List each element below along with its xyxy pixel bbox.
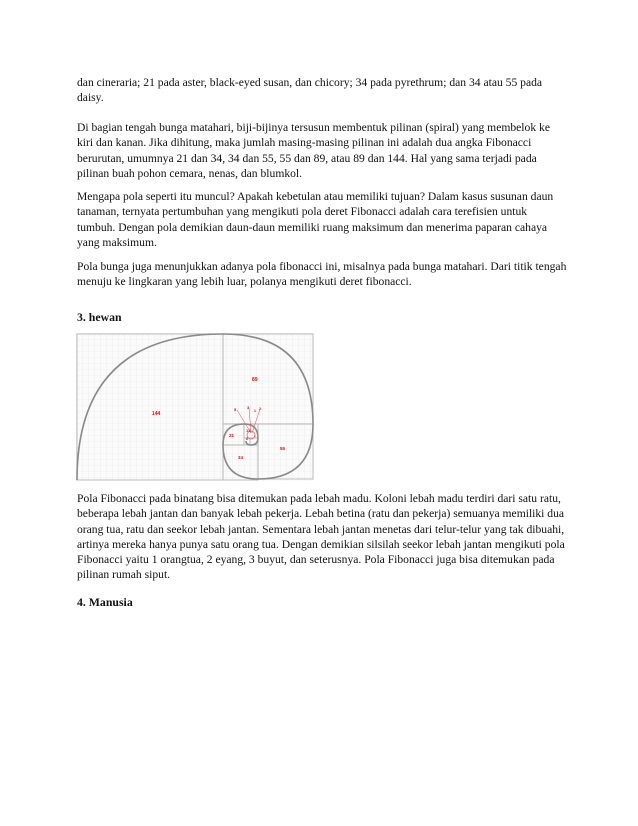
label-55: 55: [280, 446, 286, 451]
label-21: 21: [229, 433, 235, 438]
label-3: 3: [247, 405, 250, 410]
label-1b: 1: [254, 434, 256, 438]
figure-grid: [76, 333, 314, 481]
paragraph-sunflower-spiral: Di bagian tengah bunga matahari, biji-bijinya tersusun membentuk pilinan (spiral) yang membelok ke kiri dan kanan. Jika dihitung, maka jumlah masing-masing pilinan ini adalah dua angka Fibonacci berurutan, umumnya 21 dan 34, 34 dan 55, 55 dan 89, atau 89 dan 144. Hal yang sama terjadi pada pilinan buah pohon cemara, nenas, dan blumkol.: [77, 121, 550, 180]
label-2: 2: [259, 406, 262, 411]
paragraph-leaf-growth: Mengapa pola seperti itu muncul? Apakah kebetulan atau memiliki tujuan? Dalam kasus susunan daun tanaman, ternyata pertumbuhan yang mengikuti pola deret Fibonacci adalah cara terefisien untuk tumbuh. Dengan pola demikian daun-daun memiliki ruang maksimum dan menerima paparan cahaya yang maksimum.: [77, 190, 554, 249]
label-144: 144: [152, 411, 161, 417]
paragraph-flower-counts: dan cineraria; 21 pada aster, black-eyed susan, dan chicory; 34 pada pyrethrum; dan 34 atau 55 pada daisy.: [77, 76, 543, 105]
label-5: 5: [234, 407, 237, 412]
paragraph-flower-pattern: Pola bunga juga menunjukkan adanya pola fibonacci ini, misalnya pada bunga matahari. Dari titik tengah menuju ke lingkaran yang lebih luar, polanya mengikuti deret fibonacci.: [77, 260, 567, 289]
label-89: 89: [252, 377, 258, 383]
heading-hewan: 3. hewan: [77, 310, 122, 324]
label-13: 13: [246, 428, 251, 433]
paragraph-honeybee: Pola Fibonacci pada binatang bisa ditemukan pada lebah madu. Koloni lebah madu terdiri dari satu ratu, beberapa lebah jantan dan banyak lebah pekerja. Lebah betina (ratu dan pekerja) semuanya memiliki dua orang tua, ratu dan seekor lebah jantan. Sementara lebah jantan menetas dari telur-telur yang tak dibuahi, artinya mereka hanya punya satu orang tua. Dengan demikian silsilah seekor lebah jantan mengikuti pola Fibonacci yaitu 1 orangtua, 2 eyang, 3 buyut, dan seterusnya. Pola Fibonacci juga bisa ditemukan pada pilinan rumah siput.: [77, 492, 565, 582]
label-1a: 1: [254, 409, 256, 413]
label-8: 8: [246, 437, 248, 441]
heading-manusia: 4. Manusia: [77, 595, 133, 609]
fibonacci-spiral-figure: [76, 333, 314, 481]
label-34: 34: [238, 455, 244, 460]
fibonacci-spiral-image: [76, 333, 314, 481]
